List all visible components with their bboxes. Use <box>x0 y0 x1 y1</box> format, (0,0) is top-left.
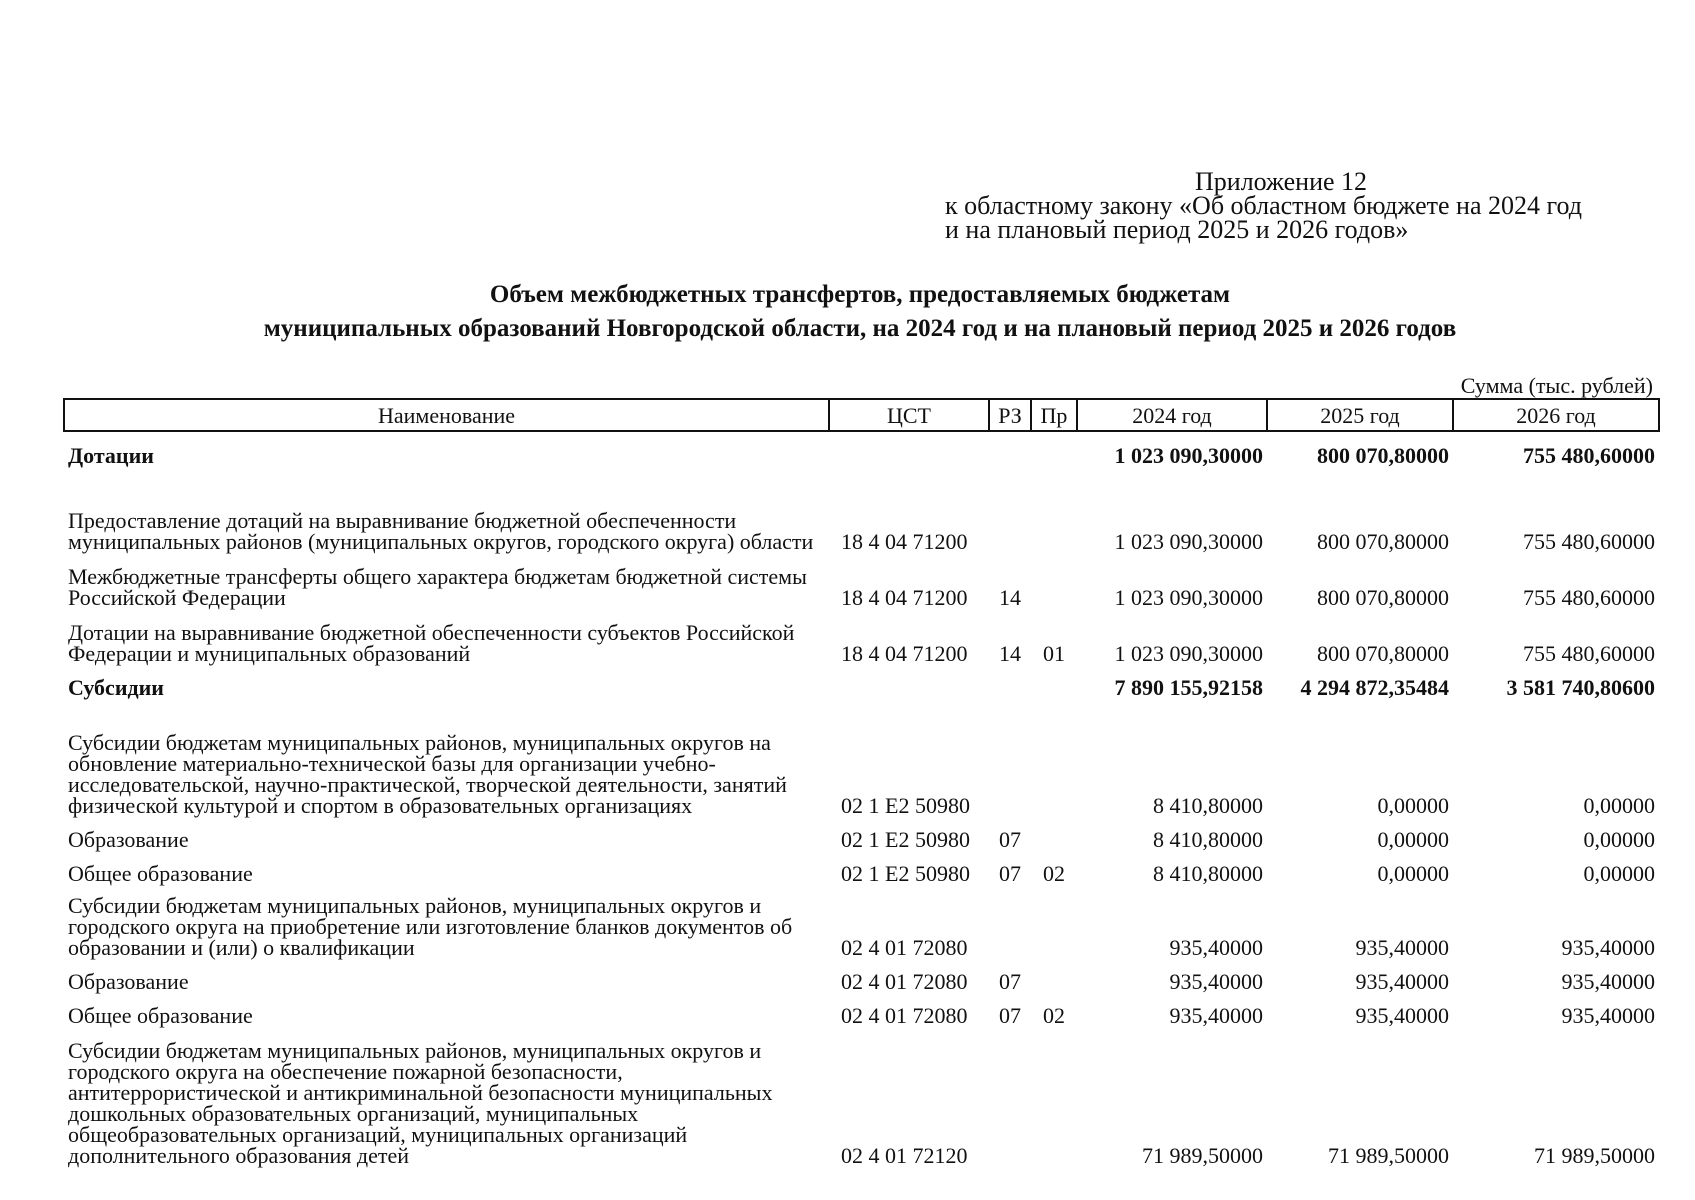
cell-name: Образование <box>68 969 189 994</box>
cell-pr <box>1031 816 1077 850</box>
table-body <box>64 431 1659 1166</box>
cell-pr <box>1031 431 1077 466</box>
cell-2025: 0,00000 <box>1377 793 1449 818</box>
cell-2026: 755 480,60000 <box>1523 443 1655 468</box>
cell-name: Общее образование <box>68 861 253 886</box>
cell-name: Субсидии бюджетам муниципальных районов, муниципальных округов и городского округа на приобретение или изготовление бланков документов об образовании и (или) о квалификации <box>68 893 793 960</box>
cell-name: Предоставление дотаций на выравнивание бюджетной обеспеченности муниципальных районов (муниципальных округов, городского округа) области <box>68 508 814 554</box>
header-name: Наименование <box>64 399 829 431</box>
cell-cst: 02 1 E2 50980 <box>841 827 970 852</box>
cell-rz <box>989 698 1031 816</box>
cell-cst: 18 4 04 71200 <box>841 529 968 554</box>
appendix-law-line2: и на плановый период 2025 и 2026 годов» <box>945 215 1409 244</box>
table-row <box>64 816 1659 850</box>
cell-cst <box>829 431 989 466</box>
cell-rz: 07 <box>999 861 1021 886</box>
cell-2026: 3 581 740,80600 <box>1506 675 1655 700</box>
appendix-law-line1: к областному закону «Об областном бюджете на 2024 год <box>945 191 1582 220</box>
cell-2026: 755 480,60000 <box>1523 641 1655 666</box>
cell-pr: 01 <box>1043 641 1065 666</box>
cell-2024: 1 023 090,30000 <box>1114 443 1263 468</box>
cell-2024: 1 023 090,30000 <box>1114 585 1263 610</box>
cell-2025: 935,40000 <box>1355 969 1449 994</box>
cell-cst: 02 1 E2 50980 <box>841 793 970 818</box>
cell-pr <box>1031 698 1077 816</box>
header-rz: РЗ <box>989 399 1031 431</box>
cell-2026: 755 480,60000 <box>1523 529 1655 554</box>
cell-rz <box>989 466 1031 552</box>
cell-rz: 07 <box>999 827 1021 852</box>
cell-2025: 800 070,80000 <box>1317 529 1449 554</box>
table-row <box>64 466 1659 552</box>
cell-2026: 71 989,50000 <box>1534 1143 1655 1168</box>
cell-rz <box>989 1026 1031 1166</box>
table-row <box>64 1026 1659 1166</box>
header-2024: 2024 год <box>1077 399 1267 431</box>
cell-cst <box>829 664 989 698</box>
header-2026: 2026 год <box>1453 399 1659 431</box>
cell-2024: 935,40000 <box>1169 1003 1263 1028</box>
cell-2026: 935,40000 <box>1561 969 1655 994</box>
cell-cst: 02 1 E2 50980 <box>841 861 970 886</box>
cell-2024: 7 890 155,92158 <box>1114 675 1263 700</box>
table-section-row <box>64 431 1659 466</box>
title-line-2: муниципальных образований Новгородской области, на 2024 год и на плановый период 2025 и 2026 годов <box>263 315 1457 342</box>
cell-2025: 935,40000 <box>1355 935 1449 960</box>
cell-rz <box>989 884 1031 958</box>
cell-2025: 800 070,80000 <box>1317 443 1449 468</box>
cell-rz: 14 <box>999 585 1021 610</box>
cell-name: Субсидии бюджетам муниципальных районов, муниципальных округов на обновление материально-технической базы для организации учебно-исследовательской, научно-практической, творческой деятельности, занятий физической культурой и спортом в образовательных организациях <box>68 730 787 818</box>
table-section-row <box>64 664 1659 698</box>
cell-name: Межбюджетные трансферты общего характера бюджетам бюджетной системы Российской Федерации <box>68 564 807 610</box>
cell-2026: 0,00000 <box>1583 827 1655 852</box>
cell-cst: 18 4 04 71200 <box>841 641 968 666</box>
cell-2024: 935,40000 <box>1169 969 1263 994</box>
document-title <box>60 278 1660 346</box>
table-row <box>64 552 1659 608</box>
cell-cst: 02 4 01 72080 <box>841 935 968 960</box>
cell-name: Общее образование <box>68 1003 253 1028</box>
table-row <box>64 608 1659 664</box>
cell-2024: 1 023 090,30000 <box>1114 529 1263 554</box>
cell-name: Субсидии бюджетам муниципальных районов, муниципальных округов и городского округа на обеспечение пожарной безопасности, антитеррористической и антикриминальной безопасности муниципальных дошкольных образовательных организаций, муниципальных общеобразовательных организаций, муниципальных организаций дополнительного образования детей <box>68 1038 773 1168</box>
header-pr: Пр <box>1031 399 1077 431</box>
table-row <box>64 958 1659 992</box>
cell-2024: 935,40000 <box>1169 935 1263 960</box>
cell-2024: 1 023 090,30000 <box>1114 641 1263 666</box>
cell-pr <box>1031 664 1077 698</box>
cell-cst: 02 4 01 72080 <box>841 1003 968 1028</box>
table-row <box>64 850 1659 884</box>
cell-2025: 0,00000 <box>1377 827 1449 852</box>
cell-pr <box>1031 552 1077 608</box>
cell-rz <box>989 431 1031 466</box>
cell-2025: 800 070,80000 <box>1317 585 1449 610</box>
cell-pr <box>1031 884 1077 958</box>
cell-cst: 18 4 04 71200 <box>841 585 968 610</box>
cell-2024: 8 410,80000 <box>1153 793 1263 818</box>
title-line-1: Объем межбюджетных трансфертов, предоставляемых бюджетам <box>489 281 1231 308</box>
cell-pr <box>1031 1026 1077 1166</box>
cell-2025: 4 294 872,35484 <box>1300 675 1449 700</box>
cell-rz: 07 <box>999 969 1021 994</box>
header-cst: ЦСТ <box>829 399 989 431</box>
cell-2025: 71 989,50000 <box>1328 1143 1449 1168</box>
cell-pr: 02 <box>1043 1003 1065 1028</box>
units-label: Сумма (тыс. рублей) <box>1460 373 1653 398</box>
cell-pr: 02 <box>1043 861 1065 886</box>
table-row <box>64 884 1659 958</box>
cell-2026: 935,40000 <box>1561 1003 1655 1028</box>
cell-name: Дотации <box>68 443 154 468</box>
cell-2026: 0,00000 <box>1583 861 1655 886</box>
cell-2026: 0,00000 <box>1583 793 1655 818</box>
cell-2025: 800 070,80000 <box>1317 641 1449 666</box>
appendix-number: Приложение 12 <box>1195 167 1368 196</box>
cell-rz <box>989 664 1031 698</box>
table-row <box>64 698 1659 816</box>
cell-2024: 71 989,50000 <box>1142 1143 1263 1168</box>
cell-name: Дотации на выравнивание бюджетной обеспеченности субъектов Российской Федерации и муниципальных образований <box>68 620 795 666</box>
table-row <box>64 992 1659 1026</box>
header-2025: 2025 год <box>1267 399 1453 431</box>
cell-rz: 07 <box>999 1003 1021 1028</box>
table-header-row <box>64 399 1659 431</box>
transfers-table <box>63 398 1660 1166</box>
cell-2024: 8 410,80000 <box>1153 827 1263 852</box>
cell-cst: 02 4 01 72080 <box>841 969 968 994</box>
appendix-block <box>945 167 1665 244</box>
cell-name: Субсидии <box>68 675 164 700</box>
cell-2024: 8 410,80000 <box>1153 861 1263 886</box>
cell-2026: 935,40000 <box>1561 935 1655 960</box>
cell-2025: 935,40000 <box>1355 1003 1449 1028</box>
cell-pr <box>1031 958 1077 992</box>
cell-rz: 14 <box>999 641 1021 666</box>
cell-2025: 0,00000 <box>1377 861 1449 886</box>
cell-cst: 02 4 01 72120 <box>841 1143 968 1168</box>
cell-pr <box>1031 466 1077 552</box>
cell-name: Образование <box>68 827 189 852</box>
cell-2026: 755 480,60000 <box>1523 585 1655 610</box>
